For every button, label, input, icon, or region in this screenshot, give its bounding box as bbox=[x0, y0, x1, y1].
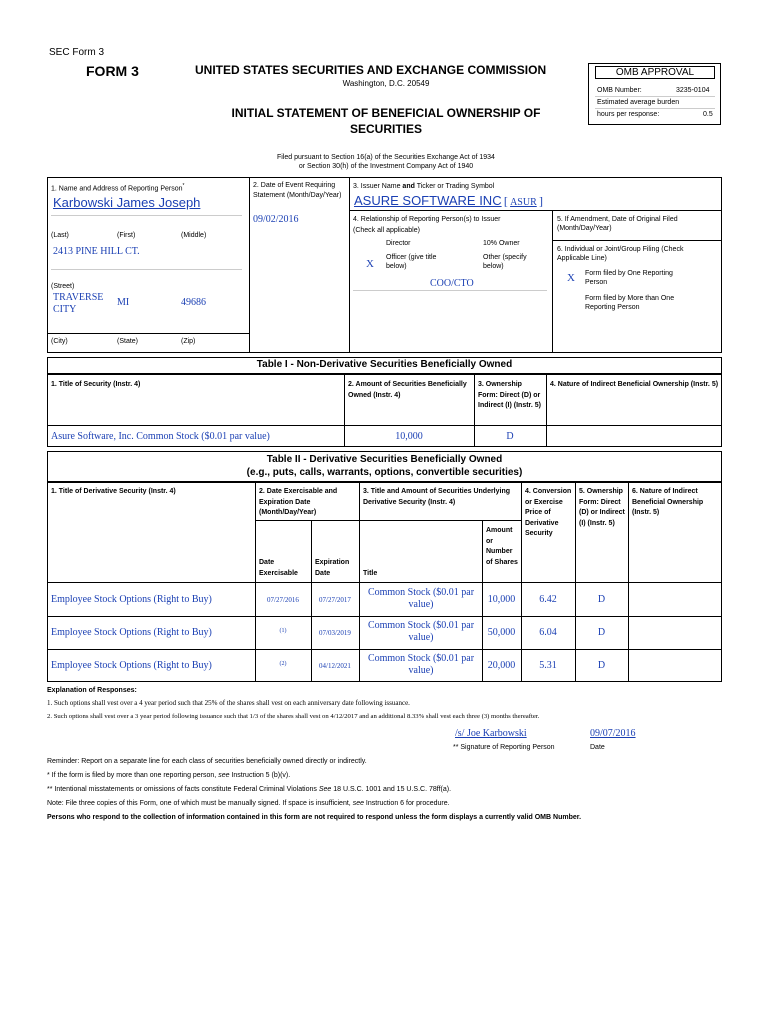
divider bbox=[47, 582, 722, 583]
divider bbox=[47, 425, 722, 426]
relationship-label: 4. Relationship of Reporting Person(s) to Issuer bbox=[353, 216, 501, 223]
omb-burden-label: Estimated average burden bbox=[597, 99, 680, 106]
explanation-title: Explanation of Responses: bbox=[47, 687, 137, 694]
multi-filer-note bbox=[47, 771, 290, 780]
omb-title: OMB APPROVAL bbox=[615, 67, 695, 78]
divider bbox=[47, 649, 722, 650]
divider bbox=[51, 269, 242, 270]
divider bbox=[353, 290, 547, 291]
omb-divider bbox=[595, 96, 715, 97]
omb-notice: Persons who respond to the collection of information contained in this form are not required to respond unless the form displays a currently valid OMB Number. bbox=[47, 814, 582, 821]
issuer-label-pre: 3. Issuer Name bbox=[353, 183, 403, 190]
footnote-1: 1. Such options shall vest over a 4 year period such that 25% of the shares shall vest on each anniversary date following issuance. bbox=[47, 699, 410, 707]
street-label: (Street) bbox=[51, 283, 75, 290]
sec-form-label: SEC Form 3 bbox=[49, 47, 105, 58]
divider bbox=[249, 177, 250, 353]
filing-type-label: 6. Individual or Joint/Group Filing (Check Applicable Line) bbox=[557, 246, 684, 262]
table1-amount: 10,000 bbox=[395, 431, 423, 442]
table1-col-nature: 4. Nature of Indirect Beneficial Ownership (Instr. 5) bbox=[550, 381, 719, 388]
table2-row-expiration: 07/03/2019 bbox=[319, 629, 351, 637]
table1-col-title: 1. Title of Security (Instr. 4) bbox=[51, 381, 141, 388]
table2-row-amount: 50,000 bbox=[487, 627, 516, 638]
city-value: TRAVERSE CITY bbox=[53, 292, 104, 315]
table2-row-exercisable: 07/27/2016 bbox=[267, 596, 299, 604]
zip-label: (Zip) bbox=[181, 338, 196, 345]
event-date-value: 09/02/2016 bbox=[253, 214, 299, 225]
last-name-label: (Last) bbox=[51, 232, 69, 239]
footnote-2: 2. Such options shall vest over a 3 year period following issuance such that 1/3 of the shares shall vest on 4/12/2017 and an additional 8.33% shall vest each three (3) months thereafter. bbox=[47, 713, 540, 720]
one-person-label: Form filed by One Reporting Person bbox=[585, 270, 673, 286]
table2-row-title: Employee Stock Options (Right to Buy) bbox=[51, 594, 212, 605]
table2-row-form: D bbox=[597, 627, 606, 638]
copies-note bbox=[47, 799, 450, 808]
omb-number-label: OMB Number: bbox=[597, 87, 642, 94]
table2-row-underlying: Common Stock ($0.01 par value) bbox=[367, 653, 475, 676]
divider bbox=[349, 177, 350, 353]
table2-sub-title: Title bbox=[363, 570, 378, 577]
street-address: 2413 PINE HILL CT. bbox=[53, 246, 140, 257]
state-value: MI bbox=[117, 297, 130, 308]
table2-col-ownership: 5. Ownership Form: Direct (D) or Indirect (I) (Instr. 5) bbox=[579, 488, 625, 527]
table2-row-amount: 10,000 bbox=[487, 594, 516, 605]
table2-row-underlying: Common Stock ($0.01 par value) bbox=[367, 587, 475, 610]
signature-label: ** Signature of Reporting Person bbox=[453, 744, 555, 751]
multi-person-label: Form filed by More than One Reporting Person bbox=[585, 295, 675, 311]
divider bbox=[255, 520, 522, 521]
ticker-bracket-open: [ bbox=[503, 194, 508, 208]
filed-pursuant bbox=[195, 153, 577, 171]
table2-col-conversion: 4. Conversion or Exercise Price of Derivative Security bbox=[525, 488, 572, 537]
multi-filer-post: Instruction 5 (b)(v). bbox=[229, 772, 291, 779]
filed-pursuant-line2: or Section 30(h) of the Investment Company Act of 1940 bbox=[298, 163, 474, 170]
table2-row-form: D bbox=[597, 660, 606, 671]
table2-row-amount: 20,000 bbox=[487, 660, 516, 671]
table2-row-exercisable: (1) bbox=[279, 628, 287, 634]
table1-col-amount: 2. Amount of Securities Beneficially Owned (Instr. 4) bbox=[348, 381, 467, 399]
table2-row-title: Employee Stock Options (Right to Buy) bbox=[51, 627, 212, 638]
table2-row-price: 6.04 bbox=[539, 627, 557, 638]
director-label: Director bbox=[386, 240, 411, 247]
table2-row-expiration: 04/12/2021 bbox=[319, 662, 351, 670]
event-date-label: 2. Date of Event Requiring Statement (Month/Day/Year) bbox=[253, 182, 342, 199]
omb-hours-label: hours per response: bbox=[597, 111, 660, 118]
copies-em: see bbox=[352, 800, 364, 807]
table2-col-nature: 6. Nature of Indirect Beneficial Ownership (Instr. 5) bbox=[632, 488, 704, 516]
other-label: Other (specify below) bbox=[483, 254, 527, 270]
divider bbox=[552, 210, 553, 353]
footnote-star: * bbox=[182, 183, 185, 189]
reminder-line: Reminder: Report on a separate line for each class of securities beneficially owned directly or indirectly. bbox=[47, 758, 367, 765]
reporting-person-label bbox=[51, 182, 184, 193]
issuer-label-post: Ticker or Trading Symbol bbox=[414, 183, 495, 190]
middle-name-label: (Middle) bbox=[181, 232, 207, 239]
table2-title bbox=[47, 453, 722, 479]
one-person-checkbox-mark[interactable]: X bbox=[567, 272, 575, 284]
signature-date: 09/07/2016 bbox=[590, 728, 636, 739]
table2-title-line1: Table II - Derivative Securities Beneficially Owned bbox=[266, 454, 503, 465]
officer-checkbox-mark[interactable]: X bbox=[366, 258, 374, 270]
reporting-person-label-text: 1. Name and Address of Reporting Person bbox=[51, 185, 183, 193]
ten-percent-owner-label: 10% Owner bbox=[483, 240, 520, 247]
form-number: FORM 3 bbox=[86, 63, 139, 79]
table1-col-ownership: 3. Ownership Form: Direct (D) or Indirect (I) (Instr. 5) bbox=[478, 381, 542, 409]
form-title-line1: INITIAL STATEMENT OF BENEFICIAL OWNERSHIP OF bbox=[231, 106, 541, 120]
commission-location: Washington, D.C. 20549 bbox=[342, 79, 430, 88]
issuer-label-and: and bbox=[402, 183, 415, 190]
table2-row-expiration: 07/27/2017 bbox=[319, 596, 351, 604]
ticker-bracket-close: ] bbox=[538, 194, 543, 208]
zip-value: 49686 bbox=[181, 297, 206, 308]
signature-name: /s/ Joe Karbowski bbox=[455, 728, 527, 739]
city-label: (City) bbox=[51, 338, 68, 345]
copies-post: Instruction 6 for procedure. bbox=[363, 800, 450, 807]
officer-title: COO/CTO bbox=[430, 278, 474, 289]
divider bbox=[47, 333, 249, 334]
table2-row-title: Employee Stock Options (Right to Buy) bbox=[51, 660, 212, 671]
filed-pursuant-line1: Filed pursuant to Section 16(a) of the Securities Exchange Act of 1934 bbox=[277, 154, 495, 161]
misstatements-em: See bbox=[318, 786, 332, 793]
first-name-label: (First) bbox=[117, 232, 136, 239]
table2-col-underlying: 3. Title and Amount of Securities Underlying Derivative Security (Instr. 4) bbox=[363, 488, 511, 506]
misstatements-post: 18 U.S.C. 1001 and 15 U.S.C. 78ff(a). bbox=[331, 786, 452, 793]
relationship-sub: (Check all applicable) bbox=[353, 227, 420, 234]
divider bbox=[47, 616, 722, 617]
table2-sub-amount: Amount or Number of Shares bbox=[486, 527, 518, 566]
ticker-symbol: ASUR bbox=[510, 197, 537, 208]
signature-date-label: Date bbox=[590, 744, 605, 751]
table2-sub-expiration: Expiration Date bbox=[315, 559, 350, 577]
issuer-label bbox=[353, 182, 494, 191]
reporting-person-name: Karbowski James Joseph bbox=[53, 195, 201, 210]
divider bbox=[51, 215, 242, 216]
divider bbox=[349, 210, 722, 211]
table2-row-underlying: Common Stock ($0.01 par value) bbox=[367, 620, 475, 643]
issuer-name: ASURE SOFTWARE INC bbox=[354, 193, 502, 208]
issuer-value bbox=[354, 193, 543, 209]
divider bbox=[552, 240, 722, 241]
table2-row-exercisable: (2) bbox=[279, 661, 287, 667]
misstatements-pre: ** Intentional misstatements or omissions of facts constitute Federal Criminal Violations bbox=[47, 786, 319, 793]
multi-filer-pre: * If the form is filed by more than one reporting person, bbox=[47, 772, 219, 779]
misstatements-note bbox=[47, 785, 451, 794]
table1-security-title: Asure Software, Inc. Common Stock ($0.01 par value) bbox=[51, 431, 270, 442]
table2-col-dates: 2. Date Exercisable and Expiration Date (Month/Day/Year) bbox=[259, 488, 338, 516]
omb-hours: 0.5 bbox=[703, 111, 713, 118]
state-label: (State) bbox=[117, 338, 139, 345]
commission-title: UNITED STATES SECURITIES AND EXCHANGE COMMISSION bbox=[195, 63, 547, 77]
table2-col-title: 1. Title of Derivative Security (Instr. 4) bbox=[51, 488, 176, 495]
table2-sub-exercisable: Date Exercisable bbox=[259, 559, 298, 577]
omb-divider bbox=[595, 108, 715, 109]
table1-title: Table I - Non-Derivative Securities Beneficially Owned bbox=[256, 359, 513, 370]
table1-ownership-form: D bbox=[506, 431, 514, 442]
form-title-line2: SECURITIES bbox=[349, 122, 422, 136]
table2-row-price: 6.42 bbox=[539, 594, 557, 605]
table2-title-line2: (e.g., puts, calls, warrants, options, convertible securities) bbox=[246, 467, 523, 478]
multi-filer-em: see bbox=[218, 772, 230, 779]
table2-row-form: D bbox=[597, 594, 606, 605]
divider bbox=[546, 374, 547, 447]
amendment-label: 5. If Amendment, Date of Original Filed (Month/Day/Year) bbox=[557, 216, 678, 232]
officer-label: Officer (give title below) bbox=[386, 254, 437, 270]
copies-pre: Note: File three copies of this Form, one of which must be manually signed. If space is insufficient, bbox=[47, 800, 353, 807]
table2-row-price: 5.31 bbox=[539, 660, 557, 671]
form-title bbox=[195, 105, 577, 137]
omb-number: 3235-0104 bbox=[676, 87, 710, 94]
